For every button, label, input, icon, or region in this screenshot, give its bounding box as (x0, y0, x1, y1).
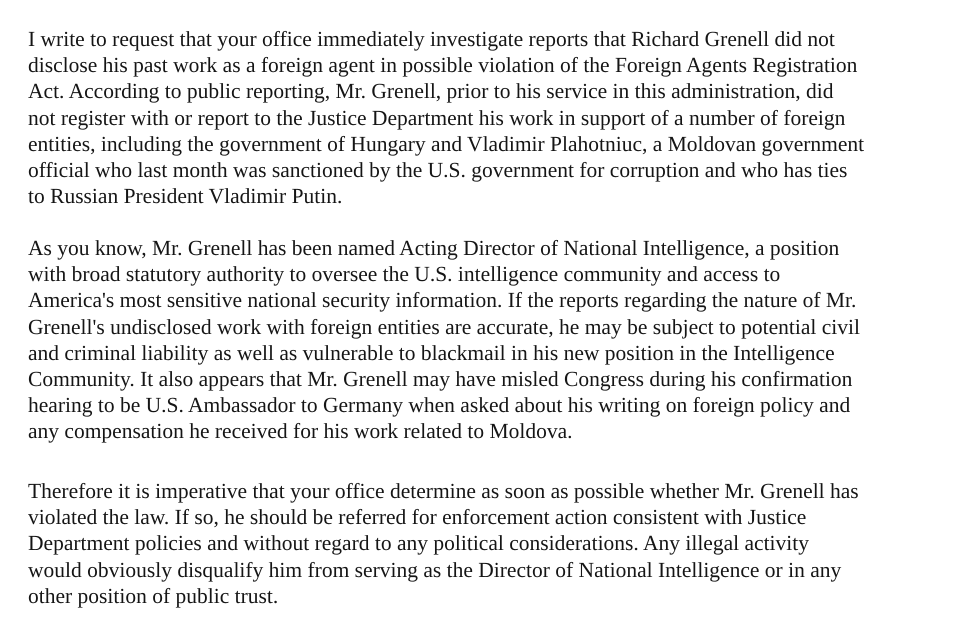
text-line: disclose his past work as a foreign agent in possible violation of the Foreign Agents Registration (28, 53, 858, 78)
paragraph-background (28, 235, 978, 445)
text-line: and criminal liability as well as vulnerable to blackmail in his new position in the Intelligence (28, 340, 835, 365)
text-line: Department policies and without regard to any political considerations. Any illegal activity (28, 531, 809, 556)
text-line: not register with or report to the Justice Department his work in support of a number of foreign (28, 105, 846, 130)
text-line: with broad statutory authority to oversee the U.S. intelligence community and access to (28, 262, 781, 287)
paragraph-conclusion (28, 478, 978, 609)
text-line: Grenell's undisclosed work with foreign entities are accurate, he may be subject to potential civil (28, 314, 860, 339)
text-line: violated the law. If so, he should be referred for enforcement action consistent with Justice (28, 505, 807, 530)
text-line: any compensation he received for his work related to Moldova. (28, 419, 573, 444)
text-line: other position of public trust. (28, 583, 279, 608)
text-line: entities, including the government of Hungary and Vladimir Plahotniuc, a Moldovan government (28, 131, 865, 156)
text-line: Act. According to public reporting, Mr. Grenell, prior to his service in this administration, did (28, 79, 834, 104)
paragraph-request (28, 26, 978, 209)
text-line: official who last month was sanctioned by the U.S. government for corruption and who has ties (28, 157, 848, 182)
text-line: hearing to be U.S. Ambassador to Germany when asked about his writing on foreign policy and (28, 393, 851, 418)
text-line: I write to request that your office immediately investigate reports that Richard Grenell did not (28, 27, 835, 51)
text-line: to Russian President Vladimir Putin. (28, 184, 343, 209)
text-line: Community. It also appears that Mr. Grenell may have misled Congress during his confirmation (28, 366, 853, 391)
text-line: As you know, Mr. Grenell has been named Acting Director of National Intelligence, a position (28, 236, 840, 260)
text-line: would obviously disqualify him from serving as the Director of National Intelligence or in any (28, 557, 842, 582)
text-line: America's most sensitive national security information. If the reports regarding the nature of Mr. (28, 288, 857, 313)
text-line: Therefore it is imperative that your office determine as soon as possible whether Mr. Grenell has (28, 479, 859, 503)
